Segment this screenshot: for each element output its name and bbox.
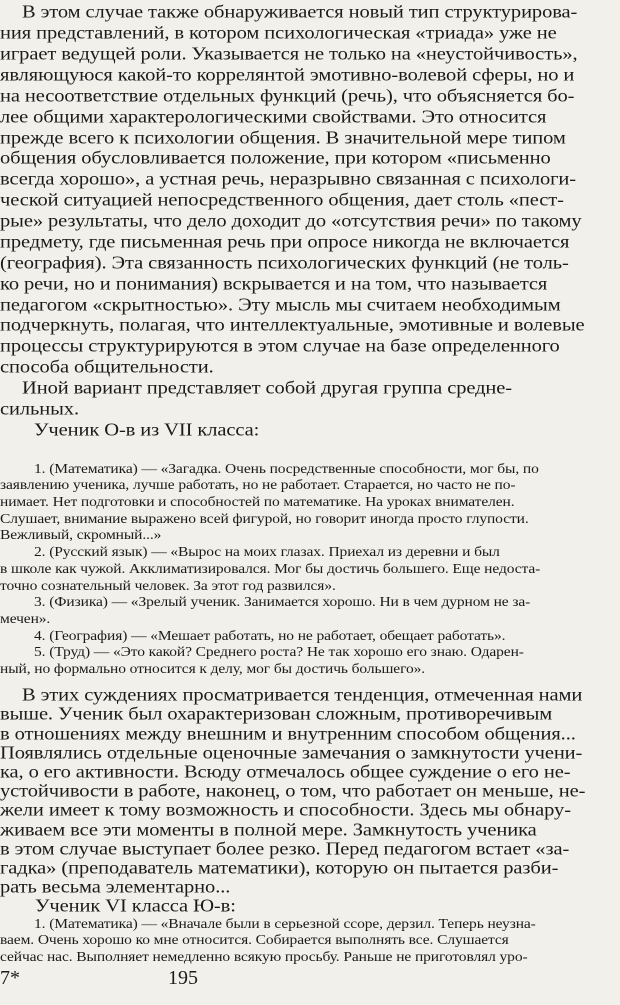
signature-mark: 7* [0, 966, 20, 989]
text-line: являющуюся какой-то коррелянтой эмотивно-волевой сферы, но и [0, 65, 575, 85]
text-line: ния представлений, в котором психологическая «триада» уже не [0, 24, 557, 43]
text-line: выше. Ученик был охарактеризован сложным, противоречивым [0, 705, 553, 725]
quote-line: точно сознательный человек. За этот год развился». [0, 578, 336, 594]
text-line: играет ведущей роли. Указывается не только на «неустойчивость», [0, 45, 578, 64]
quote-line: 1. (Математика) — «Вначале были в серьезной ссоре, дерзил. Теперь неузна- [34, 916, 536, 932]
text-line: в этом случае выступает более резко. Перед педагогом встает «за- [0, 839, 570, 859]
quote-line: 5. (Труд) — «Это какой? Среднего роста? Не так хорошо его знаю. Одарен- [34, 645, 524, 660]
page-number: 195 [168, 966, 198, 989]
text-line: рать весьма элементарно... [0, 878, 231, 897]
quote-line: Вежливый, скромный...» [0, 528, 162, 543]
quote-line: нимает. Нет подготовки и способностей по математике. На уроках внимателен. [0, 495, 515, 510]
text-line: ка, о его активности. Всюду отмечалось общее суждение о его не- [0, 763, 571, 782]
text-line: общения обусловливается положение, при котором «письменно [0, 149, 551, 169]
text-line: живаем все эти моменты в полной мере. Замкнутость ученика [0, 820, 537, 840]
text-line: устойчивости в работе, наконец, о том, что работает он меньше, не- [0, 782, 586, 801]
text-line: ческой ситуацией непосредственного общения, дает столь «пест- [0, 191, 564, 210]
text-line: В этом случае также обнаруживается новый тип структурирова- [22, 3, 578, 23]
text-line: ко речи, но и понимания) вскрывается и на том, что называется [0, 274, 548, 294]
quote-line: ваем. Очень хорошо ко мне относится. Собирается выполнять все. Слушается [0, 933, 509, 948]
student-heading-2: Ученик VI класса Ю-в: [35, 897, 236, 917]
text-line: Иной вариант представляет собой другая группа среднe- [22, 379, 512, 398]
text-line: лее общими характерологическими свойствами. Это относится [0, 107, 547, 127]
quote-line: в школе как чужой. Акклиматизировался. Мог бы достичь большего. Еще недоста- [0, 561, 541, 577]
quote-line: заявлению ученика, лучше работать, но не работает. Старается, но часто не по- [0, 478, 516, 493]
text-line: Появлялись отдельные оценочные замечания о замкнутости учени- [0, 743, 583, 763]
text-line: жели имеет к тому возможность и способности. Здесь мы обнару- [0, 801, 571, 821]
student-heading-1: Ученик О-в из VII класса: [34, 420, 260, 440]
quote-line: мечен». [0, 611, 51, 627]
text-line: сильных. [0, 399, 79, 419]
text-line: на несоответствие отдельных функций (речь), что объясняется бо- [0, 86, 575, 106]
text-line: предмету, где письменная речь при опросе никогда не включается [0, 232, 570, 252]
text-line: (география). Эта связанность психологических функций (не толь- [0, 253, 569, 273]
quote-line: сейчас нас. Выполняет немедленно всякую просьбу. Раньше не приготовлял уро- [0, 949, 528, 965]
text-line: В этих суждениях просматривается тенденция, отмеченная нами [22, 686, 583, 705]
text-line: подчеркнуть, полагая, что интеллектуальные, эмотивные и волевые [0, 316, 585, 336]
text-line: педагогом «скрытностью». Эту мысль мы считаем необходимым [0, 295, 561, 315]
text-line: в отношениях между внешним и внутренним способом общения... [0, 724, 576, 744]
text-line: гадка» (преподаватель математики), которую он пытается разби- [0, 859, 559, 878]
text-line: процессы структурируются в этом случае на базе определенного [0, 337, 560, 356]
text-line: прежде всего к психологии общения. В значительной мере типом [0, 128, 566, 148]
text-line: способа общительности. [0, 358, 214, 377]
text-line: всегда хорошо», а устная речь, неразрывно связанная с психологи- [0, 170, 576, 190]
quote-line: 1. (Математика) — «Загадка. Очень посредственные способности, мог бы, по [34, 461, 539, 477]
quote-line: Слушает, внимание выражено всей фигурой, но говорит иногда просто глупости. [0, 511, 529, 527]
quote-line: 3. (Физика) — «Зрелый ученик. Занимается хорошо. Ни в чем дурном не за- [34, 595, 531, 610]
quote-line: 4. (География) — «Мешает работать, но не работает, обещает работать». [34, 628, 506, 644]
quote-line: ный, но формально относится к делу, мог бы достичь большего». [0, 662, 426, 677]
quote-line: 2. (Русский язык) — «Вырос на моих глазах. Приехал из деревни и был [34, 545, 500, 560]
text-line: рые» результаты, что дело доходит до «отсутствия речи» по такому [0, 212, 582, 231]
